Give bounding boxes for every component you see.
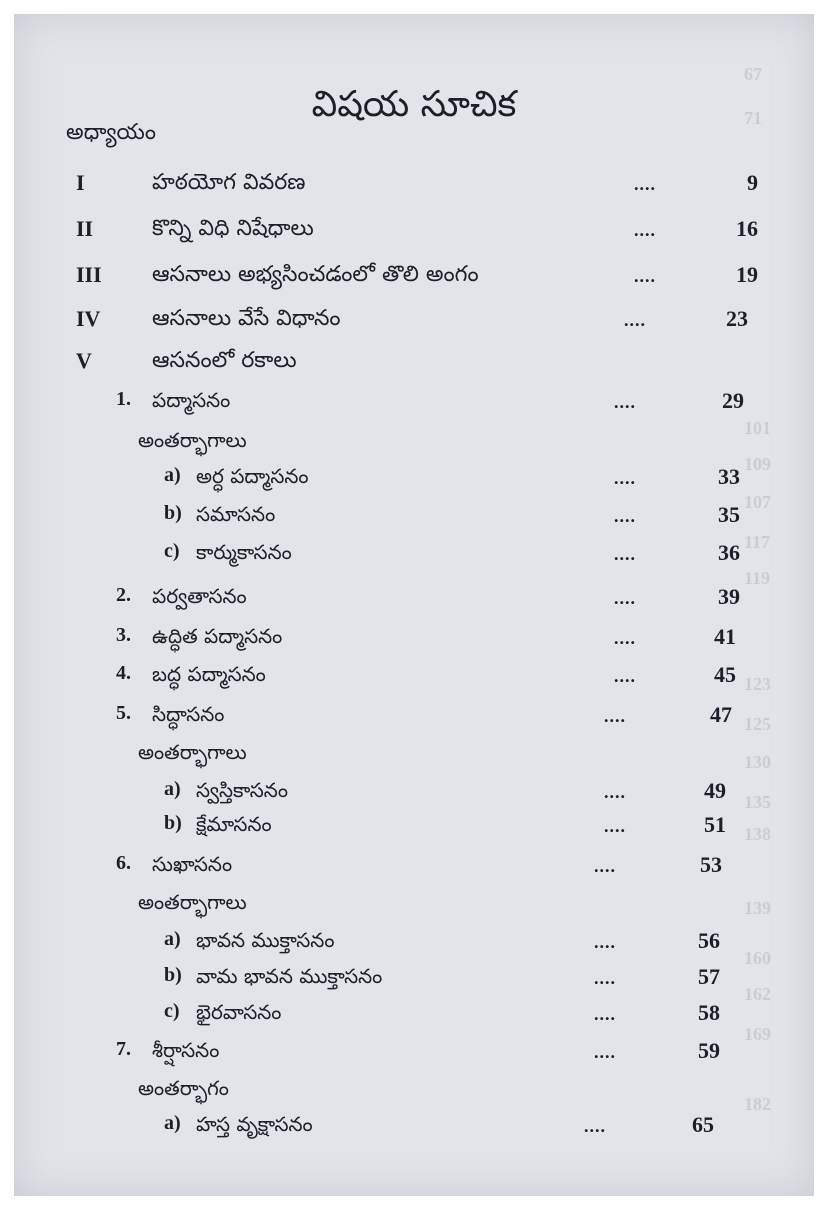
show-through-number: 125 — [744, 714, 771, 734]
show-through-number: 101 — [744, 418, 771, 438]
entry-number: 3. — [116, 624, 131, 646]
entry-title: శీర్షాసనం — [152, 1038, 220, 1062]
toc-entry — [14, 502, 814, 536]
leader-dots: .... — [594, 968, 616, 988]
page-number: 47 — [710, 702, 732, 727]
entry-title: పద్మాసనం — [152, 388, 231, 412]
entry-title: అంతర్భాగాలు — [138, 428, 247, 452]
entry-number: 1. — [116, 388, 131, 410]
show-through-number: 169 — [744, 1024, 771, 1044]
toc-entry — [14, 890, 814, 924]
entry-title: ఉద్ధిత పద్మాసనం — [152, 624, 283, 648]
toc-entry — [14, 1112, 814, 1146]
leader-dots: .... — [594, 856, 616, 876]
show-through-number: 123 — [744, 674, 771, 694]
toc-entry — [14, 702, 814, 736]
toc-entry — [14, 812, 814, 846]
page-number: 49 — [704, 778, 726, 803]
entry-title: సుఖాసనం — [152, 852, 233, 876]
toc-entry — [14, 464, 814, 498]
entry-number: b) — [164, 812, 182, 834]
page-number: 23 — [726, 306, 748, 331]
leader-dots: .... — [614, 544, 636, 564]
toc-entry — [14, 662, 814, 696]
entry-title: ఆసనాలు అభ్యసించడంలో తొలి అంగం — [152, 262, 479, 287]
leader-dots: .... — [634, 220, 656, 240]
entry-number: a) — [164, 1112, 181, 1134]
entry-number: b) — [164, 964, 182, 986]
leader-dots: .... — [604, 782, 626, 802]
entry-title: అంతర్భాగం — [138, 1076, 229, 1100]
page-number: 36 — [718, 540, 740, 565]
show-through-number: 67 — [744, 64, 762, 84]
leader-dots: .... — [604, 816, 626, 836]
leader-dots: .... — [614, 666, 636, 686]
show-through-number: 135 — [744, 792, 771, 812]
show-through-number: 160 — [744, 948, 771, 968]
entry-title: కొన్ని విధి నిషేధాలు — [152, 216, 314, 241]
toc-entry — [14, 170, 814, 204]
toc-entry — [14, 852, 814, 886]
page-number: 16 — [736, 216, 758, 241]
page-number: 33 — [718, 464, 740, 489]
toc-entry — [14, 584, 814, 618]
leader-dots: .... — [614, 506, 636, 526]
entry-number: c) — [164, 1000, 180, 1022]
entry-number: 5. — [116, 702, 131, 724]
chapter-heading: అధ్యాయం — [66, 120, 157, 145]
entry-title: స్వస్తికాసనం — [196, 778, 288, 802]
entry-number: 2. — [116, 584, 131, 606]
entry-number: 4. — [116, 662, 131, 684]
toc-entry — [14, 1000, 814, 1034]
book-page — [14, 14, 814, 1196]
page-number: 53 — [700, 852, 722, 877]
show-through-number: 139 — [744, 898, 771, 918]
page-number: 51 — [704, 812, 726, 837]
entry-title: అంతర్భాగాలు — [138, 740, 247, 764]
toc-entry — [14, 1038, 814, 1072]
entry-title: ఆసనాలు వేసే విధానం — [152, 306, 341, 331]
entry-number: II — [76, 216, 94, 241]
show-through-number: 162 — [744, 984, 771, 1004]
page-number: 41 — [714, 624, 736, 649]
entry-number: a) — [164, 928, 181, 950]
toc-entry — [14, 540, 814, 574]
entry-title: అంతర్భాగాలు — [138, 890, 247, 914]
entry-title: కార్ముకాసనం — [196, 540, 292, 564]
toc-entry — [14, 262, 814, 296]
entry-title: భైరవాసనం — [196, 1000, 282, 1024]
leader-dots: .... — [634, 266, 656, 286]
entry-title: అర్ధ పద్మాసనం — [196, 464, 309, 488]
page-number: 45 — [714, 662, 736, 687]
page-number: 35 — [718, 502, 740, 527]
leader-dots: .... — [584, 1116, 606, 1136]
page-number: 58 — [698, 1000, 720, 1025]
page-number: 57 — [698, 964, 720, 989]
entry-number: 6. — [116, 852, 131, 874]
entry-number: IV — [76, 306, 101, 331]
toc-entry — [14, 306, 814, 340]
entry-number: III — [76, 262, 102, 287]
page-title: విషయ సూచిక — [311, 84, 517, 125]
leader-dots: .... — [604, 706, 626, 726]
entry-title: బద్ధ పద్మాసనం — [152, 662, 266, 686]
toc-entry — [14, 428, 814, 462]
page-number: 19 — [736, 262, 758, 287]
toc-entry — [14, 740, 814, 774]
page-number: 29 — [722, 388, 744, 413]
entry-title: హస్త వృక్షాసనం — [196, 1112, 313, 1136]
entry-title: సమాసనం — [196, 502, 276, 526]
toc-entry — [14, 348, 814, 382]
leader-dots: .... — [634, 174, 656, 194]
leader-dots: .... — [594, 932, 616, 952]
show-through-number: 130 — [744, 752, 771, 772]
toc-entry — [14, 928, 814, 962]
toc-entry — [14, 624, 814, 658]
entry-number: c) — [164, 540, 180, 562]
entry-title: హఠయోగ వివరణ — [152, 170, 306, 195]
show-through-number: 138 — [744, 824, 771, 844]
show-through-number: 117 — [744, 532, 771, 552]
entry-number: a) — [164, 464, 181, 486]
entry-number: a) — [164, 778, 181, 800]
page-number: 56 — [698, 928, 720, 953]
toc-entry — [14, 388, 814, 422]
leader-dots: .... — [594, 1004, 616, 1024]
show-through-number: 107 — [744, 492, 771, 512]
leader-dots: .... — [594, 1042, 616, 1062]
page-number: 39 — [718, 584, 740, 609]
leader-dots: .... — [614, 628, 636, 648]
leader-dots: .... — [624, 310, 646, 330]
entry-number: 7. — [116, 1038, 131, 1060]
leader-dots: .... — [614, 468, 636, 488]
toc-entry — [14, 778, 814, 812]
show-through-number: 182 — [744, 1094, 771, 1114]
show-through-number: 71 — [744, 108, 762, 128]
entry-number: b) — [164, 502, 182, 524]
page-number: 65 — [692, 1112, 714, 1137]
entry-title: ఆసనంలో రకాలు — [152, 348, 297, 373]
entry-number: I — [76, 170, 85, 195]
page-number: 9 — [747, 170, 758, 195]
entry-title: సిద్ధాసనం — [152, 702, 225, 726]
entry-number: V — [76, 348, 92, 373]
show-through-number: 119 — [744, 568, 771, 588]
show-through-number: 109 — [744, 454, 771, 474]
entry-title: క్షేమాసనం — [196, 812, 272, 836]
entry-title: భావన ముక్తాసనం — [196, 928, 335, 952]
toc-entry — [14, 1076, 814, 1110]
entry-title: పర్వతాసనం — [152, 584, 247, 608]
leader-dots: .... — [614, 392, 636, 412]
toc-entry — [14, 964, 814, 998]
toc-entry — [14, 216, 814, 250]
page-number: 59 — [698, 1038, 720, 1063]
leader-dots: .... — [614, 588, 636, 608]
entry-title: వామ భావన ముక్తాసనం — [196, 964, 383, 988]
